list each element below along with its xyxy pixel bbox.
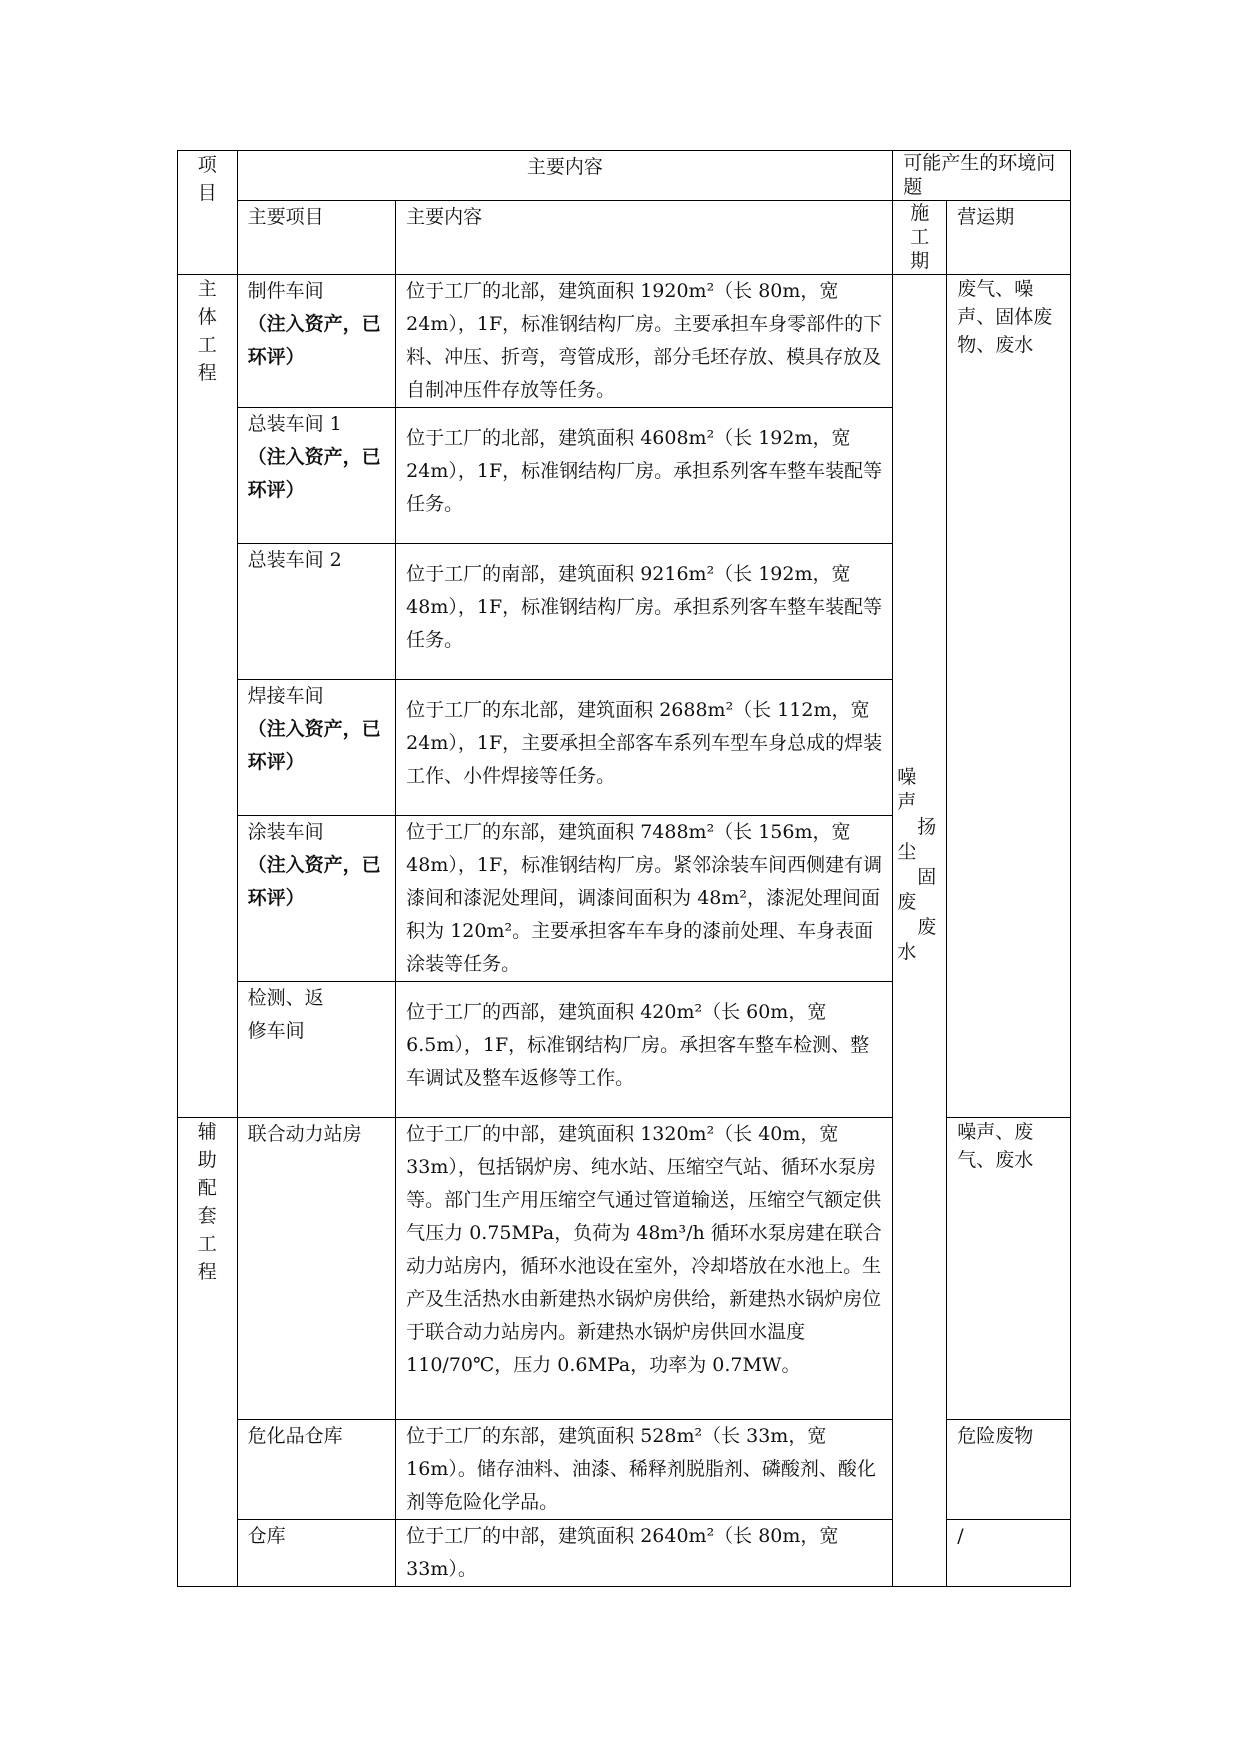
item-name: 制件车间 xyxy=(247,280,324,302)
item-name: 仓库 xyxy=(247,1525,286,1547)
content-cell: 位于工厂的东部，建筑面积 7488m²（长 156m，宽 48m），1F，标准钢结构厂房。紧邻涂装车间西侧建有调漆间和漆泥处理间，调漆间面积为 48m²，漆泥处理间面积为 120m²。主要承担客车车身的漆前处理、车身表面涂装等任务。 xyxy=(396,816,893,982)
issue-char: 扬 xyxy=(917,816,937,838)
operation-hazmat: 危险废物 xyxy=(947,1420,1071,1520)
issue-char: 废 xyxy=(897,891,917,913)
item-cell xyxy=(237,1118,396,1420)
group-main xyxy=(178,275,238,1118)
issue-char: 固 xyxy=(917,866,937,888)
item-cell xyxy=(237,1420,396,1520)
project-header-text xyxy=(188,151,227,207)
item-cell xyxy=(237,816,396,982)
content-cell: 位于工厂的西部，建筑面积 420m²（长 60m，宽 6.5m），1F，标准钢结构厂房。承担客车整车检测、整车调试及整车返修等工作。 xyxy=(396,982,893,1118)
construction-header-label: 施工期 xyxy=(910,202,930,272)
issue-char: 尘 xyxy=(897,841,917,863)
content-cell: 位于工厂的南部，建筑面积 9216m²（长 192m，宽 48m），1F，标准钢结构厂房。承担系列客车整车装配等任务。 xyxy=(396,544,893,680)
project-table xyxy=(177,150,1071,1587)
issue-char: 声 xyxy=(897,791,917,813)
item-name: 危化品仓库 xyxy=(247,1425,343,1447)
item-name: 总装车间 1 xyxy=(247,413,342,435)
item-note: （注入资产，已环评） xyxy=(247,854,381,909)
main-content-header: 主要内容 xyxy=(237,151,893,201)
construction-issues xyxy=(893,275,947,1587)
main-item-header: 主要项目 xyxy=(237,201,396,275)
group-aux-label: 辅助配套工程 xyxy=(197,1121,217,1283)
item-name: 总装车间 2 xyxy=(247,549,342,571)
project-header xyxy=(178,151,238,275)
construction-header xyxy=(893,201,947,275)
item-cell xyxy=(237,544,396,680)
operation-power: 噪声、废气、废水 xyxy=(947,1118,1071,1420)
group-main-label: 主体工程 xyxy=(197,278,217,384)
content-cell: 位于工厂的中部，建筑面积 1320m²（长 40m，宽 33m），包括锅炉房、纯水站、压缩空气站、循环水泵房等。部门生产用压缩空气通过管道输送，压缩空气额定供气压力 0.75MPa，负荷为 48m³/h 循环水泵房建在联合动力站房内，循环水池设在室外，冷却塔放在水池上。生产及生活热水由新建热水锅炉房供给，新建热水锅炉房位于联合动力站房内。新建热水锅炉房供回水温度 110/70℃，压力 0.6MPa，功率为 0.7MW。 xyxy=(396,1118,893,1420)
content-cell: 位于工厂的东部，建筑面积 528m²（长 33m，宽 16m）。储存油料、油漆、稀释剂脱脂剂、磷酸剂、酸化剂等危险化学品。 xyxy=(396,1420,893,1520)
main-content-subheader: 主要内容 xyxy=(396,201,893,275)
operation-header: 营运期 xyxy=(947,201,1071,275)
content-cell: 位于工厂的中部，建筑面积 2640m²（长 80m，宽 33m）。 xyxy=(396,1520,893,1587)
issue-char: 水 xyxy=(897,941,917,963)
content-cell: 位于工厂的北部，建筑面积 4608m²（长 192m，宽 24m），1F，标准钢结构厂房。承担系列客车整车装配等任务。 xyxy=(396,408,893,544)
item-cell xyxy=(237,1520,396,1587)
item-name: 涂装车间 xyxy=(247,821,324,843)
project-header-label: 项目 xyxy=(197,154,217,204)
item-cell xyxy=(237,982,396,1118)
operation-warehouse: / xyxy=(947,1520,1071,1587)
item-name: 联合动力站房 xyxy=(247,1123,362,1145)
content-cell: 位于工厂的东北部，建筑面积 2688m²（长 112m，宽 24m），1F，主要承担全部客车系列车型车身总成的焊装工作、小件焊接等任务。 xyxy=(396,680,893,816)
item-note: （注入资产，已环评） xyxy=(247,718,381,773)
operation-main: 废气、噪声、固体废物、废水 xyxy=(947,275,1071,1118)
content-cell: 位于工厂的北部，建筑面积 1920m²（长 80m，宽 24m），1F，标准钢结构厂房。主要承担车身零部件的下料、冲压、折弯，弯管成形，部分毛坯存放、模具存放及自制冲压件存放等任务。 xyxy=(396,275,893,408)
issue-char: 废 xyxy=(917,916,937,938)
item-note: （注入资产，已环评） xyxy=(247,446,381,501)
item-name: 检测、返修车间 xyxy=(247,987,324,1042)
item-name: 焊接车间 xyxy=(247,685,324,707)
group-aux xyxy=(178,1118,238,1587)
issue-char: 噪 xyxy=(897,766,917,788)
item-cell xyxy=(237,680,396,816)
env-issues-header: 可能产生的环境问题 xyxy=(893,151,1071,201)
item-cell xyxy=(237,408,396,544)
item-cell xyxy=(237,275,396,408)
item-note: （注入资产，已环评） xyxy=(247,313,381,368)
